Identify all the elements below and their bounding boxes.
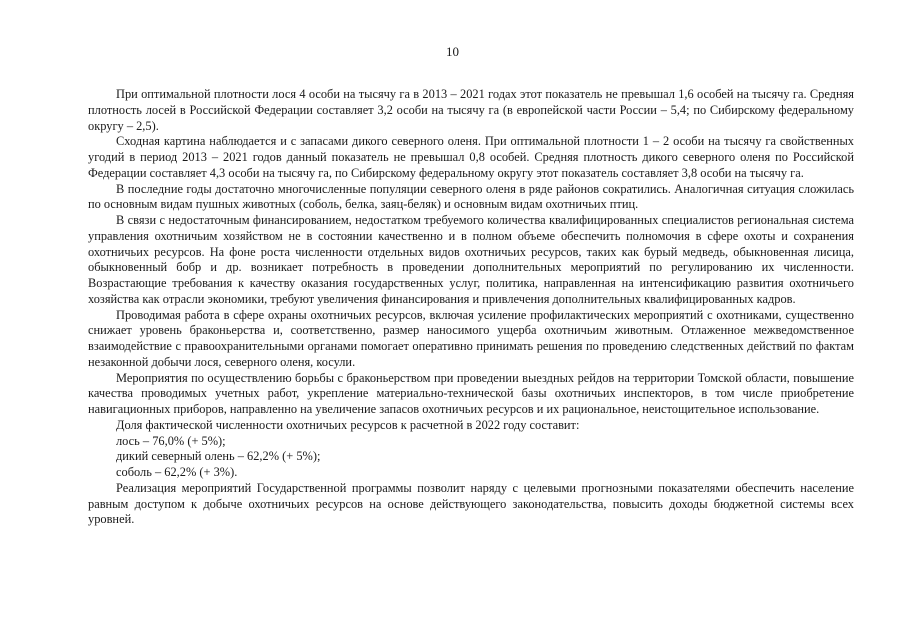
list-item-moose: лось – 76,0% (+ 5%);: [116, 433, 226, 448]
paragraph-population-decline: В последние годы достаточно многочисленные популяции северного оленя в ряде районов сократились. Аналогичная ситуация сложилась по основным видам пушных животных (соболь, белка, заяц-беляк) и основным видам охотничьих птиц.: [88, 181, 854, 212]
paragraph-poaching-measures: Мероприятия по осуществлению борьбы с браконьерством при проведении выездных рейдов на территории Томской области, повышение качества проводимых учетных работ, укрепление материально-технической базы охотничьих инспекторов, в том числе приобретение навигационных приборов, направленно на увеличение запасов охотничьих ресурсов и их рациональное, неистощительное использование.: [88, 370, 854, 416]
list-item-reindeer: дикий северный олень – 62,2% (+ 5%);: [116, 449, 321, 464]
paragraph-moose-density: При оптимальной плотности лося 4 особи на тысячу га в 2013 – 2021 годах этот показатель не превышал 1,6 особей на тысячу га. Средняя плотность лосей в Российской Федерации составляет 3,2 особи на тысячу га (в европейской части России – 5,4; по Сибирскому федеральному округу – 2,5).: [88, 87, 854, 133]
paragraph-protection-work: Проводимая работа в сфере охраны охотничьих ресурсов, включая усиление профилактических мероприятий с охотниками, существенно снижает уровень браконьерства и, соответственно, размер наносимого ущерба охотничьим животным. Отлаженное межведомственное взаимодействие с правоохранительными органами помогает оперативно принимать решения по проведению следственных действий по фактам незаконной добычи лося, северного оленя, косули.: [88, 307, 854, 369]
paragraph-conclusion: Реализация мероприятий Государственной программы позволит наряду с целевыми прогнозными показателями обеспечить население равным доступом к добыче охотничьих ресурсов на основе действующего законодательства, повысить доходы бюджетной системы всех уровней.: [88, 480, 854, 527]
list-item-sable: соболь – 62,2% (+ 3%).: [116, 465, 238, 479]
page-number: 10: [446, 44, 459, 59]
paragraph-share-intro: Доля фактической численности охотничьих ресурсов к расчетной в 2022 году составит:: [116, 417, 580, 432]
paragraph-reindeer-density: Сходная картина наблюдается и с запасами дикого северного оленя. При оптимальной плотности 1 – 2 особи на тысячу га свойственных угодий в период 2013 – 2021 годов данный показатель не превышал 0,8 особей. Средняя плотность дикого северного оленя по Российской Федерации составляет 4,3 особи на тысячу га, по Сибирскому федеральному округу этот показатель составляет 3,8 особи на тысячу га.: [88, 134, 854, 180]
body-text: [88, 87, 854, 528]
paragraph-financing: В связи с недостаточным финансированием, недостатком требуемого количества квалифицированных специалистов региональная система управления охотничьим хозяйством не в состоянии качественно и в полном объеме обеспечить полномочия в сфере охоты и сохранения охотничьих ресурсов. На фоне роста численности отдельных видов охотничьих ресурсов, таких как бурый медведь, обыкновенная лисица, обыкновенный бобр и др. возникает потребность в проведении дополнительных мероприятий по регулированию их численности. Возрастающие требования к качеству оказания государственных услуг, политика, направленная на интенсификацию развития охотничьего хозяйства как отрасли экономики, требуют увеличения финансирования и привлечения дополнительных квалифицированных кадров.: [88, 213, 854, 306]
